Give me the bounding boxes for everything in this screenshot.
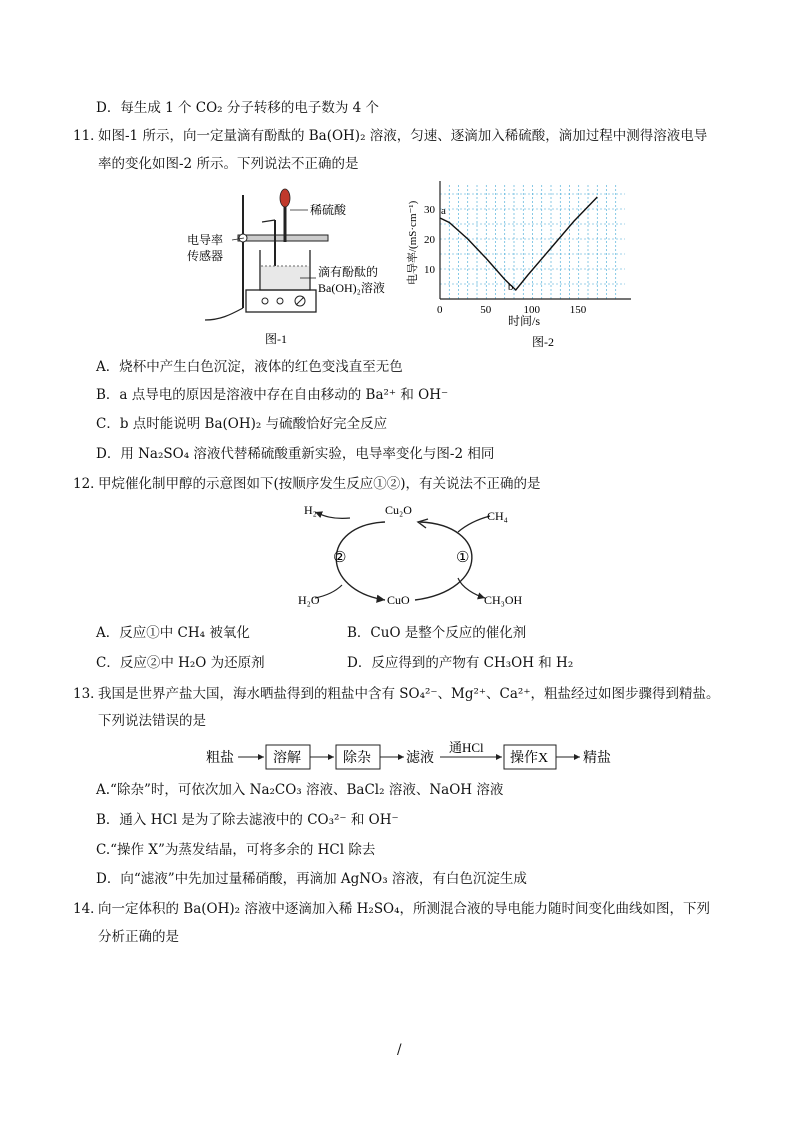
- chart-y-axis-label: 电导率/(mS·cm⁻¹): [407, 200, 419, 285]
- flow-filtrate: 滤液: [406, 751, 434, 766]
- flow-dissolve: 溶解: [273, 751, 301, 766]
- chart-series: [440, 197, 597, 290]
- q11-number: 11．: [73, 128, 104, 144]
- step-1-marker: ①: [456, 550, 470, 566]
- flow-refined-salt: 精盐: [583, 751, 611, 766]
- q13-option-a: A.“除杂”时，可依次加入 Na₂CO₃ 溶液、BaCl₂ 溶液、NaOH 溶液: [96, 782, 504, 798]
- point-label-a: a: [441, 205, 446, 217]
- species-h2: H₂: [304, 503, 317, 517]
- point-label-b: b: [507, 281, 514, 293]
- flow-pass-hcl: 通HCl: [449, 740, 484, 755]
- q12-number: 12．: [73, 476, 104, 492]
- series-line: [440, 197, 597, 290]
- q13-option-c: C.“操作 X”为蒸发结晶，可将多余的 HCl 除去: [96, 842, 376, 858]
- arrow-to-ch3oh: [458, 578, 485, 598]
- x-tick-label: 150: [569, 304, 587, 316]
- q11-option-d: D．用 Na₂SO₄ 溶液代替稀硫酸重新实验，电导率变化与图-2 相同: [96, 446, 495, 462]
- q12-option-b: B．CuO 是整个反应的催化剂: [347, 625, 527, 641]
- y-tick-label: 20: [424, 234, 435, 246]
- q11-option-a: A．烧杯中产生白色沉淀，液体的红色变浅直至无色: [96, 359, 403, 375]
- species-h2o: H₂O: [298, 593, 320, 607]
- figure-2-caption: 图-2: [532, 335, 554, 349]
- q12-option-a: A．反应①中 CH₄ 被氧化: [96, 625, 250, 641]
- label-sensor-line1: 电导率: [187, 233, 224, 247]
- q14-number: 14．: [73, 901, 104, 917]
- q11-stem-line2: 率的变化如图-2 所示。下列说法不正确的是: [98, 156, 359, 172]
- q11-stem-line1: 如图-1 所示，向一定量滴有酚酞的 Ba(OH)₂ 溶液，匀速、逐滴加入稀硫酸，滴加过程中测得溶液电导: [98, 128, 708, 144]
- flow-crude-salt: 粗盐: [206, 751, 234, 766]
- species-ch4: CH₄: [487, 509, 508, 523]
- flow-remove-impurities: 除杂: [343, 751, 371, 766]
- arrow-to-h2: [315, 512, 350, 518]
- q13-option-d: D．向“滤液”中先加过量稀硝酸，再滴加 AgNO₃ 溶液，有白色沉淀生成: [96, 871, 527, 887]
- q13-stem-line2: 下列说法错误的是: [98, 713, 206, 729]
- q12-option-d: D．反应得到的产物有 CH₃OH 和 H₂: [347, 655, 574, 671]
- beaker-solution: [261, 266, 309, 289]
- figure-1-caption: 图-1: [265, 332, 287, 346]
- q13-process-flow: [200, 738, 620, 774]
- label-solution-line1: 滴有酚酞的: [318, 265, 379, 279]
- q13-number: 13．: [73, 686, 104, 702]
- chart-grid: [440, 185, 625, 299]
- species-cu2o: Cu₂O: [385, 503, 412, 517]
- y-tick-label: 30: [424, 204, 435, 216]
- q14-stem-line2: 分析正确的是: [98, 929, 179, 945]
- arrow-from-ch4: [458, 516, 490, 532]
- species-cuo: CuO: [387, 593, 410, 607]
- label-dilute-sulfuric-acid: 稀硫酸: [310, 203, 347, 217]
- q11-figure-2-chart: [400, 175, 640, 355]
- chart-x-axis-label: 时间/s: [508, 314, 541, 328]
- page-mark: /: [397, 1042, 402, 1058]
- q11-figure-1: [180, 180, 420, 350]
- q12-option-c: C．反应②中 H₂O 为还原剂: [96, 655, 265, 671]
- clamp-bar: [238, 235, 328, 241]
- q10-option-d: D．每生成 1 个 CO₂ 分子转移的电子数为 4 个: [96, 100, 380, 116]
- x-tick-label: 0: [437, 304, 443, 316]
- q14-stem-line1: 向一定体积的 Ba(OH)₂ 溶液中逐滴加入稀 H₂SO₄，所测混合液的导电能力随时间变化曲线如图，下列: [98, 901, 711, 917]
- label-solution-line2: Ba(OH)₂溶液: [318, 281, 385, 295]
- step-2-marker: ②: [333, 550, 347, 566]
- x-tick-label: 50: [480, 304, 492, 316]
- q11-option-c: C．b 点时能说明 Ba(OH)₂ 与硫酸恰好完全反应: [96, 416, 388, 432]
- y-tick-label: 10: [424, 264, 435, 276]
- q11-option-b: B．a 点导电的原因是溶液中存在自由移动的 Ba²⁺ 和 OH⁻: [96, 387, 449, 403]
- q12-stem: 甲烷催化制甲醇的示意图如下(按顺序发生反应①②)，有关说法不正确的是: [98, 476, 541, 492]
- label-sensor-line2: 传感器: [187, 249, 224, 263]
- flow-operation-x: 操作X: [510, 751, 549, 766]
- species-ch3oh: CH₃OH: [484, 593, 523, 607]
- q13-option-b: B．通入 HCl 是为了除去滤液中的 CO₃²⁻ 和 OH⁻: [96, 812, 399, 828]
- q12-catalytic-cycle-diagram: [290, 500, 540, 612]
- q13-stem-line1: 我国是世界产盐大国，海水晒盐得到的粗盐中含有 SO₄²⁻、Mg²⁺、Ca²⁺，粗盐经过如图步骤得到精盐。: [98, 686, 720, 702]
- x-tick-label: 100: [523, 304, 540, 316]
